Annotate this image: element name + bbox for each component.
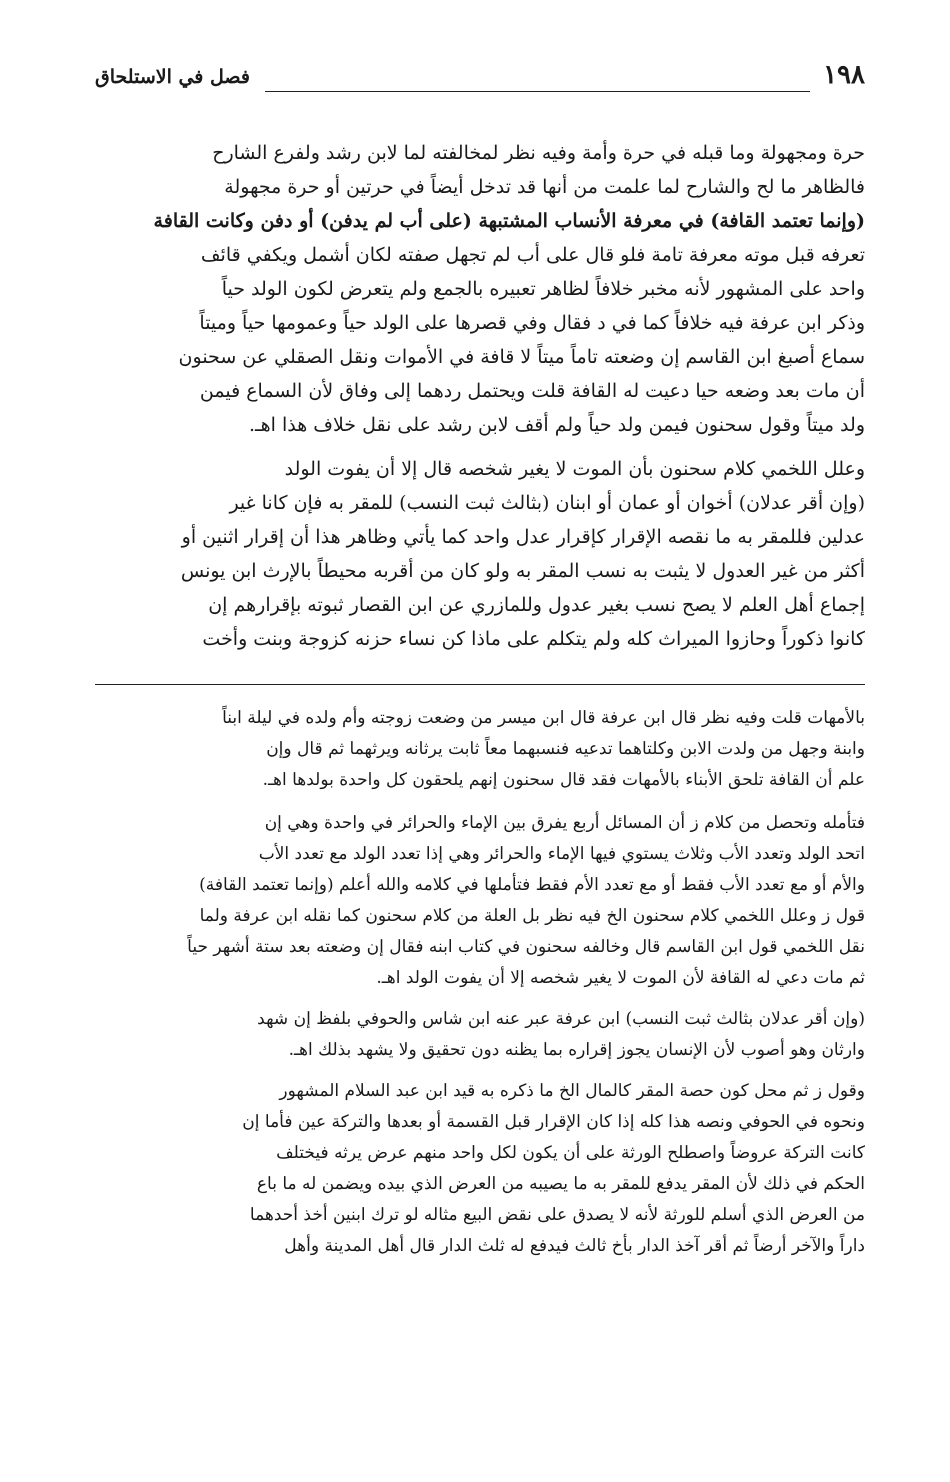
footnote-line: من العرض الذي أسلم للورثة لأنه لا يصدق على نقض البيع مثاله لو ترك ابنين أخذ أحدهما [249, 1205, 865, 1225]
main-line: فالظاهر ما لح والشارح لما علمت من أنها قد تدخل أيضاً في حرتين أو حرة مجهولة [224, 176, 865, 198]
footnote-line: بالأمهات قلت وفيه نظر قال ابن عرفة قال ابن ميسر من وضعت زوجته وأم ولده في ليلة ابناً [222, 708, 865, 728]
footnote-line: وارثان وهو أصوب لأن الإنسان يجوز إقراره بما يظنه دون تحقيق ولا يشهد بذلك اهـ. [288, 1040, 865, 1060]
main-line: (وإن أقر عدلان) أخوان أو عمان أو ابنان (بثالث ثبت النسب) للمقر به فإن كانا غير [229, 492, 865, 514]
chapter-title: فصل في الاستلحاق [95, 66, 250, 88]
footnote-line: ونحوه في الحوفي ونصه هذا كله إذا كان الإقرار قبل القسمة أو بعدها والتركة عين فأما إن [242, 1112, 865, 1132]
main-line: أن مات بعد وضعه حيا دعيت له القافة قلت ويحتمل ردهما إلى وفاق لأن السماع فيمن [199, 380, 865, 402]
footnote-line: وابنة وجهل من ولدت الابن وكلتاهما تدعيه فنسبهما معاً ثابت يرثانه ويرثهما ثم قال وإن [266, 739, 865, 759]
footnote-line: اتحد الولد وتعدد الأب وثلاث يستوي فيها الإماء والحرائر وهي إذا تعدد الولد مع تعدد الأب [258, 844, 865, 864]
main-line: سماع أصبغ ابن القاسم إن وضعته تاماً ميتاً لا قافة في الأموات ونقل الصقلي عن سحنون [178, 346, 865, 368]
main-line: وعلل اللخمي كلام سحنون بأن الموت لا يغير شخصه قال إلا أن يفوت الولد [284, 458, 865, 480]
main-line: تعرفه قبل موته معرفة تامة فلو قال على أب لم تجهل صفته لكان أشمل ويكفي قائف [200, 244, 865, 266]
main-line: ولد ميتاً وقول سحنون فيمن ولد حياً ولم أقف لابن رشد على نقل خلاف هذا اهـ. [249, 414, 865, 436]
footnote-divider [95, 684, 865, 685]
page-header [95, 56, 865, 100]
footnote-line: قول ز وعلل اللخمي كلام سحنون الخ فيه نظر بل العلة من كلام سحنون كما نقله ابن عرفة ولما [199, 906, 865, 926]
main-line: حرة ومجهولة وما قبله في حرة وأمة وفيه نظر لمخالفته لما لابن رشد ولفرع الشارح [212, 142, 865, 164]
footnote-line: والأم أو مع تعدد الأب فقط أو مع تعدد الأم فقط فتأملها في كلامه والله أعلم (وإنما تعتمد القافة) [199, 875, 865, 895]
footnote-line: نقل اللخمي قول ابن القاسم قال وخالفه سحنون في كتاب ابنه فقال إن وضعته بعد ستة أشهر حياً [187, 937, 865, 957]
main-line: واحد على المشهور لأنه مخبر خلافاً لظاهر تعبيره بالجمع ولم يتعرض لكون الولد حياً [221, 278, 865, 300]
book-page [95, 56, 865, 1262]
footnote-line: فتأمله وتحصل من كلام ز أن المسائل أربع يفرق بين الإماء والحرائر في واحدة وهي إن [264, 813, 865, 833]
main-line: وذكر ابن عرفة فيه خلافاً كما في د فقال وفي قصرها على الولد حياً وعمومها حياً وميتاً [199, 312, 865, 334]
footnote-line: كانت التركة عروضاً واصطلح الورثة على أن يكون لكل واحد منهم عرض يرثه فيختلف [276, 1143, 865, 1163]
footnote-line: علم أن القافة تلحق الأبناء بالأمهات فقد قال سحنون إنهم يلحقون كل واحدة بولدها اهـ. [262, 770, 865, 790]
main-text [95, 136, 865, 656]
main-line: أكثر من غير العدول لا يثبت به نسب المقر به ولو كان من أقربه محيطاً بالإرث ابن يونس [180, 560, 865, 582]
footnote-line: وقول ز ثم محل كون حصة المقر كالمال الخ ما ذكره به قيد ابن عبد السلام المشهور [279, 1081, 865, 1101]
footnote-line: داراً والآخر أرضاً ثم أقر آخذ الدار بأخ ثالث فيدفع له ثلث الدار قال أهل المدينة وأهل [284, 1236, 865, 1256]
footnote-line: الحكم في ذلك لأن المقر يدفع للمقر به ما يصيبه من العرض الذي بيده ويضمن له ما باع [256, 1174, 865, 1194]
footnote-line: ثم مات دعي له القافة لأن الموت لا يغير شخصه إلا أن يفوت الولد اهـ. [376, 968, 865, 988]
main-line: (وإنما تعتمد القافة) في معرفة الأنساب المشتبهة (على أب لم يدفن) أو دفن وكانت القافة [153, 210, 865, 232]
main-line: إجماع أهل العلم لا يصح نسب بغير عدول وللمازري عن ابن القصار ثبوته بإقرارهم إن [208, 594, 865, 616]
main-line: كانوا ذكوراً وحازوا الميراث كله ولم يتكلم على ماذا كن نساء حزنه كزوجة وبنت وأخت [202, 628, 865, 650]
main-line: عدلين فللمقر به ما نقصه الإقرار كإقرار عدل واحد كما يأتي وظاهر هذا أن إقرار اثنين أو [181, 526, 865, 548]
header-rule [265, 91, 810, 92]
footnote-line: (وإن أقر عدلان بثالث ثبت النسب) ابن عرفة عبر عنه ابن شاس والحوفي بلفظ إن شهد [257, 1009, 865, 1029]
page-number: ١٩٨ [823, 60, 865, 90]
footnotes [95, 703, 865, 1262]
